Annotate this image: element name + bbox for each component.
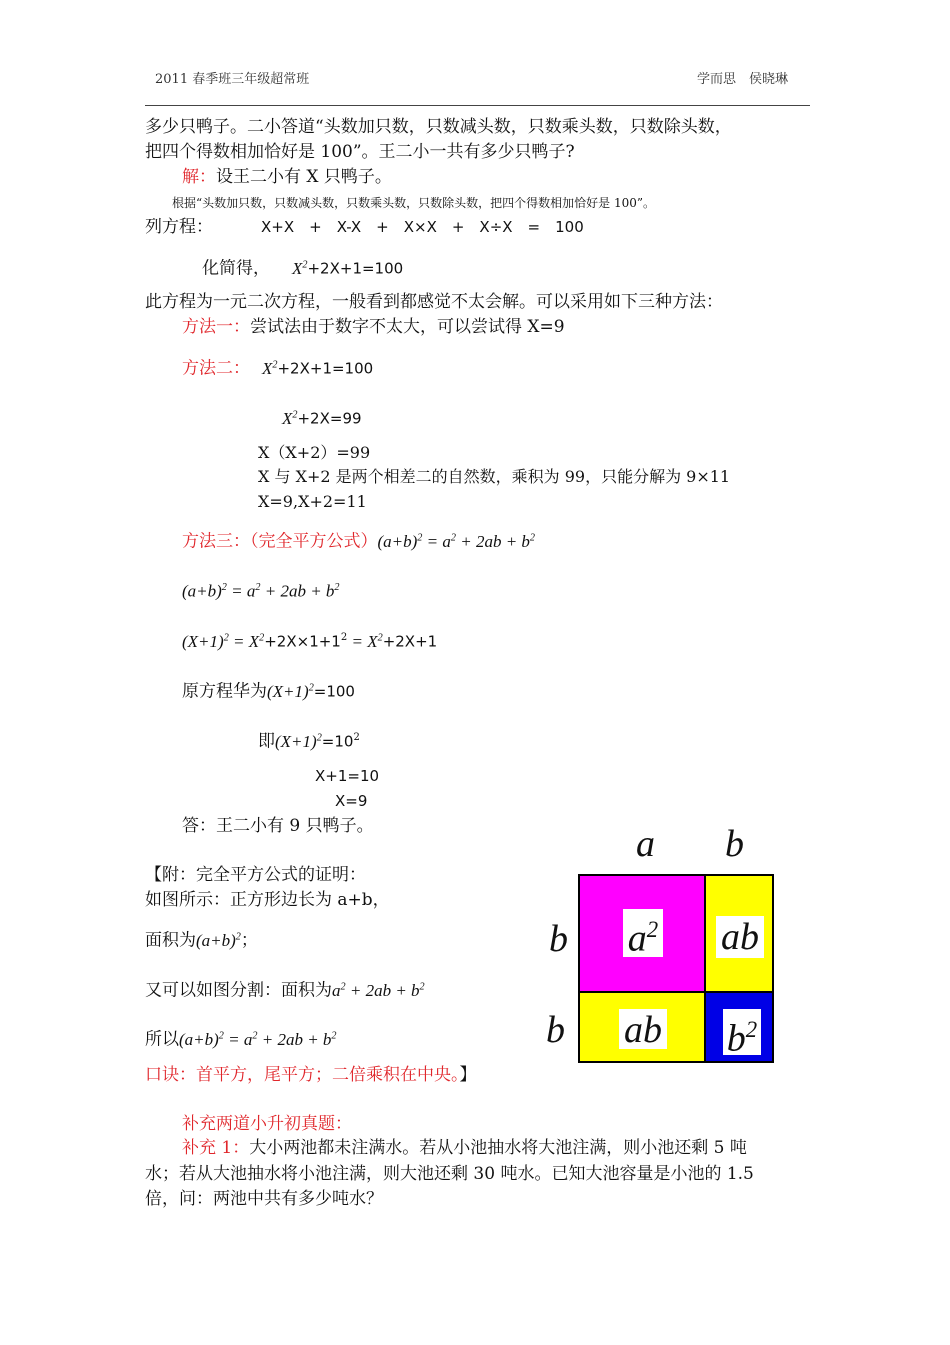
note-line: 根据“头数加只数，只数减头数，只数乘头数，只数除头数，把四个得数相加恰好是 100”。 <box>172 196 655 210</box>
method-2-step: $X^2+2X=99$ <box>282 408 362 428</box>
figure-label-a: a <box>636 823 655 865</box>
figure-label-b: b <box>725 823 744 865</box>
method-1: 方法一：尝试法由于数字不太大，可以尝试得 X=9 <box>182 317 565 337</box>
formula-line: X=9 <box>335 792 368 810</box>
label-ab: ab <box>619 1009 667 1049</box>
formula-line: 原方程华为$(X+1)^2=100$ <box>182 681 355 702</box>
proof-line: 如图所示：正方形边长为 a+b， <box>145 890 390 910</box>
supplement-line: 水；若从大池抽水将小池注满，则大池还剩 30 吨水。已知大池容量是小池的 1.5 <box>145 1164 754 1184</box>
header-left: 2011 春季班三年级超常班 <box>155 72 310 87</box>
supplement-line: 补充 1：大小两池都未注满水。若从小池抽水将大池注满，则小池还剩 5 吨 <box>182 1138 747 1158</box>
proof-line: 面积为$(a+b)^2$； <box>145 930 258 951</box>
formula-line: $(X+1)^2 = X^2+2X\times 1+1^2 = X^2+2X+1$ <box>182 631 438 651</box>
text-line: 把四个得数相加恰好是 100”。王二小一共有多少只鸭子? <box>145 142 575 162</box>
header-rule <box>145 105 810 106</box>
simplify-line: 化简得， $X^2+2X+1=100$ <box>202 258 404 279</box>
label-ab: ab <box>716 916 764 958</box>
supplement-title: 补充两道小升初真题： <box>182 1114 352 1134</box>
method-3: 方法三：（完全平方公式）$(a+b)^2 = a^2 + 2ab + b^2$ <box>182 531 536 552</box>
mnemonic-line: 口诀：首平方，尾平方；二倍乘积在中央。】 <box>145 1065 477 1085</box>
method-2-step: X 与 X+2 是两个相差二的自然数，乘积为 99，只能分解为 9×11 <box>258 467 731 486</box>
method-2-step: X=9,X+2=11 <box>258 492 367 511</box>
method-2: 方法二： $X^2+2X+1=100$ <box>182 358 374 379</box>
method-2-step: X（X+2）=99 <box>258 443 371 462</box>
text-line: 多少只鸭子。二小答道“头数加只数，只数减头数，只数乘头数，只数除头数， <box>145 117 732 137</box>
square-figure <box>578 874 774 1063</box>
formula-line: X+1=10 <box>315 767 380 785</box>
figure-label-b: b <box>546 1009 565 1051</box>
answer-line: 答：王二小有 9 只鸭子。 <box>182 816 374 836</box>
header-right: 学而思 侯晓琳 <box>697 72 789 87</box>
label-b-squared: $b^2$ <box>723 1009 761 1055</box>
formula-line: $(a+b)^2 = a^2 + 2ab + b^2$ <box>182 581 340 601</box>
formula-line: 即$(X+1)^2=10^2$ <box>258 731 360 752</box>
text-line: 此方程为一元二次方程，一般看到都感觉不太会解。可以采用如下三种方法： <box>145 292 723 312</box>
figure-label-b: b <box>549 918 568 960</box>
solution-line: 解：设王二小有 X 只鸭子。 <box>182 167 392 187</box>
proof-line: 【附：完全平方公式的证明： <box>145 865 366 885</box>
equation-line: 列方程： X+X + X-X + X×X + X÷X = 100 <box>145 217 584 237</box>
label-a-squared: $a^2$ <box>623 909 663 957</box>
proof-line: 所以$(a+b)^2 = a^2 + 2ab + b^2$ <box>145 1029 337 1050</box>
proof-line: 又可以如图分割：面积为$a^2 + 2ab + b^2$ <box>145 980 425 1001</box>
supplement-line: 倍，问：两池中共有多少吨水？ <box>145 1189 383 1209</box>
